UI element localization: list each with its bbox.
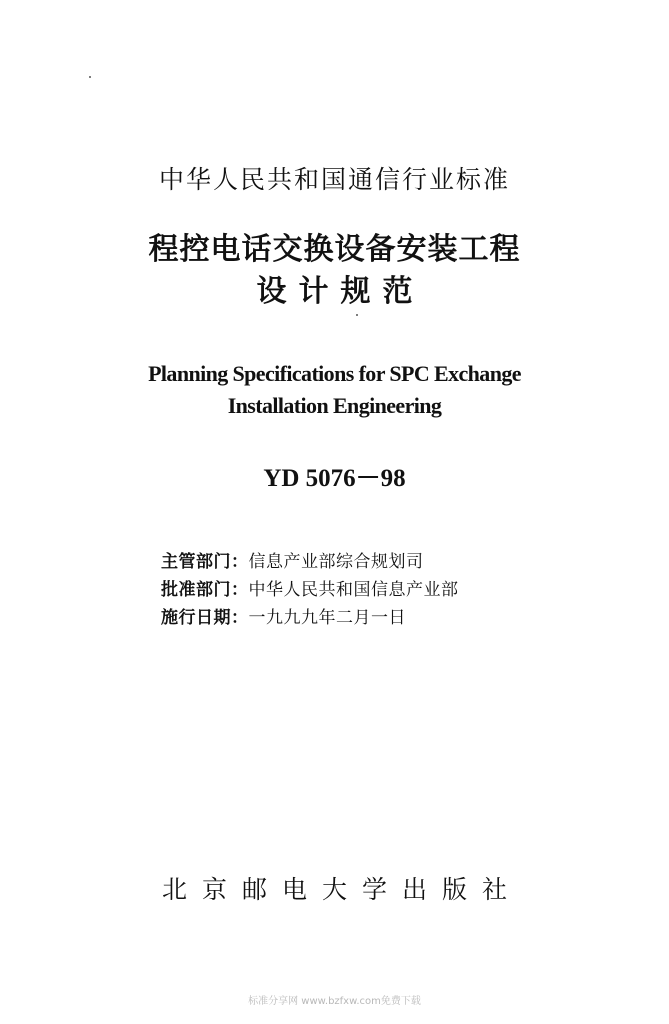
standard-code: YD 5076－98 bbox=[263, 465, 406, 492]
watermark: 标准分享网 www.bzfxw.com免费下载 bbox=[248, 996, 421, 1007]
title-en-line-2: Installation Engineering bbox=[227, 393, 442, 418]
info-row-effective-date bbox=[161, 604, 459, 632]
title-cn-line-1: 程控电话交换设备安装工程 bbox=[148, 232, 521, 267]
info-key: 施行日期： bbox=[161, 608, 249, 628]
title-cn-line-2: 设计规范 bbox=[256, 274, 425, 309]
title-en-line-1: Planning Specifications for SPC Exchange bbox=[148, 361, 521, 386]
scan-speck bbox=[89, 76, 91, 78]
info-key: 主管部门： bbox=[161, 552, 249, 572]
standard-category: 中华人民共和国通信行业标准 bbox=[158, 165, 510, 194]
info-row-approval bbox=[161, 576, 459, 604]
scan-speck bbox=[356, 314, 358, 316]
info-value: 信息产业部综合规划司 bbox=[248, 552, 424, 572]
info-value: 一九九九年二月一日 bbox=[248, 608, 406, 628]
info-row-authority bbox=[161, 548, 459, 576]
info-block bbox=[161, 548, 459, 632]
info-value: 中华人民共和国信息产业部 bbox=[248, 580, 459, 600]
publisher: 北京邮电大学出版社 bbox=[161, 875, 522, 904]
info-key: 批准部门： bbox=[161, 580, 249, 600]
